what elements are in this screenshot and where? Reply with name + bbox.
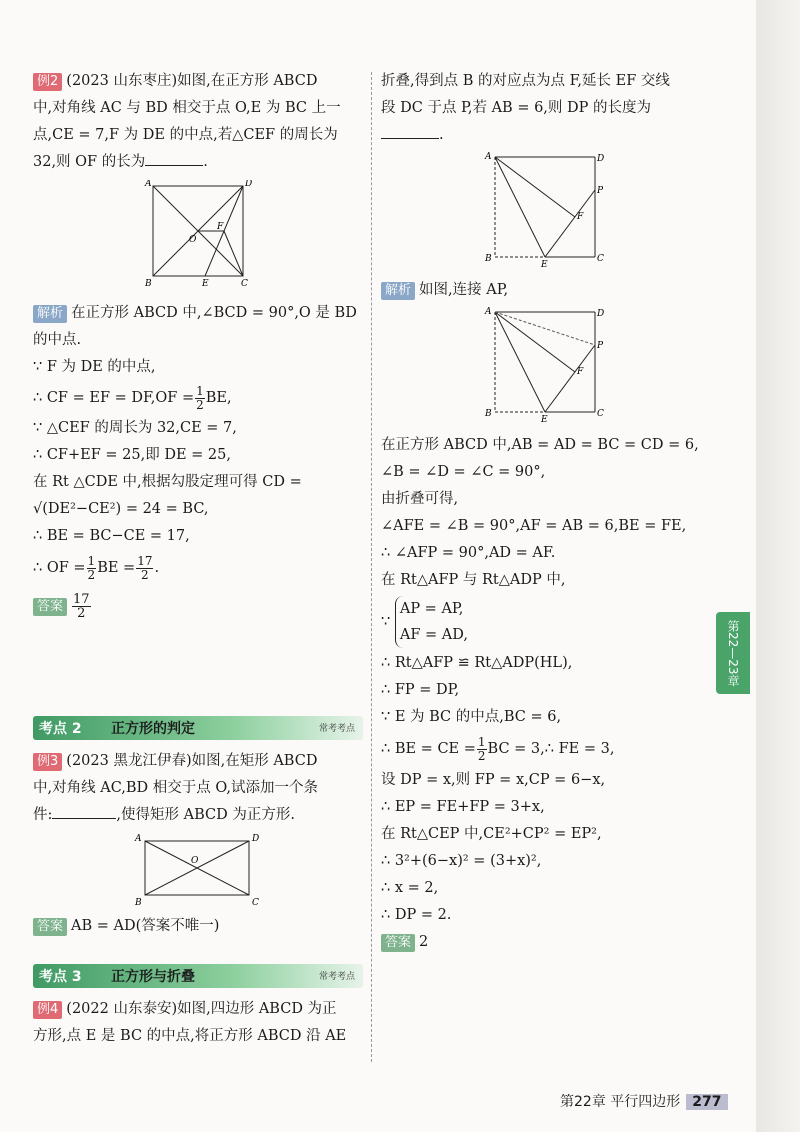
label-O: O	[189, 235, 197, 245]
example4-line-4: 段 DC 于点 P,若 AB = 6,则 DP 的长度为	[381, 100, 652, 116]
answer-blank	[381, 124, 439, 139]
example3-tag: 例3	[33, 753, 62, 771]
label-D: D	[245, 180, 253, 189]
fraction: $\frac{1}{2}$	[87, 553, 96, 582]
answer-blank	[52, 804, 116, 819]
analysis-line: ∴ CF = EF = DF,OF = $\frac{1}{2}$ BE,	[33, 383, 232, 412]
svg-text:A: A	[485, 152, 492, 162]
answer-tag: 答案	[33, 598, 67, 616]
analysis-line: ∴ x = 2,	[381, 880, 439, 896]
example4-line-5: .	[381, 122, 711, 149]
analysis-line: ∠AFE = ∠B = 90°,AF = AB = 6,BE = FE,	[381, 518, 687, 534]
example2-line-2: 中,对角线 AC 与 BD 相交于点 O,E 为 BC 上一	[33, 100, 341, 116]
svg-text:F: F	[577, 212, 584, 222]
chapter-side-tab: 第22—23章	[716, 612, 750, 694]
example4-tag: 例4	[33, 1001, 62, 1019]
example3-line-1: 例3 (2023 黑龙江伊春)如图,在矩形 ABCD	[33, 748, 363, 775]
analysis-line: √(DE²−CE²) = 24 = BC,	[33, 501, 209, 517]
svg-text:A: A	[485, 307, 492, 317]
label-E: E	[202, 279, 209, 289]
analysis-line: ∴ EP = FE+FP = 3+x,	[381, 799, 545, 815]
svg-text:B: B	[485, 409, 492, 419]
analysis-line: ∵ F 为 DE 的中点,	[33, 359, 156, 375]
page-footer	[560, 1091, 728, 1111]
label-C: C	[241, 279, 248, 289]
svg-text:D: D	[597, 309, 605, 319]
example3-answer: 答案 AB = AD(答案不唯一)	[33, 913, 363, 940]
chapter-title: 第22章 平行四边形	[560, 1094, 681, 1110]
figure-fold-square-ap	[481, 306, 611, 424]
column-divider	[371, 72, 372, 1062]
section-header-2: 考点 2 正方形的判定 常考考点	[33, 716, 363, 740]
analysis-line: 的中点.	[33, 332, 82, 348]
answer-fraction: $\frac{17}{2}$	[73, 591, 90, 621]
svg-text:C: C	[597, 409, 604, 419]
left-column	[33, 68, 363, 626]
analysis-line: ∴ 3²+(6−x)² = (3+x)²,	[381, 853, 542, 869]
label-A: A	[145, 180, 152, 189]
label-F: F	[217, 222, 224, 232]
example4-answer: 答案 2	[381, 929, 711, 956]
svg-text:E: E	[541, 260, 548, 269]
right-column	[381, 68, 711, 956]
analysis-line: ∵ E 为 BC 的中点,BC = 6,	[381, 709, 562, 725]
svg-text:D: D	[252, 834, 260, 844]
svg-text:O: O	[191, 856, 199, 866]
fraction: $\frac{17}{2}$	[137, 553, 153, 582]
svg-text:P: P	[597, 341, 604, 351]
analysis-line: 在 Rt △CDE 中,根据勾股定理可得 CD =	[33, 474, 302, 490]
analysis-line: ∴ DP = 2.	[381, 907, 452, 923]
analysis-line: 在 Rt△AFP 与 Rt△ADP 中,	[381, 572, 566, 588]
equation-system: ∵ AP = AP, AF = AD,	[381, 596, 711, 648]
figure-fold-square	[481, 151, 611, 269]
analysis-line: ∴ BE = BC−CE = 17,	[33, 528, 190, 544]
example2-line-3: 点,CE = 7,F 为 DE 的中点,若△CEF 的周长为	[33, 127, 338, 143]
svg-text:B: B	[135, 898, 142, 907]
example4-line-2: 方形,点 E 是 BC 的中点,将正方形 ABCD 沿 AE	[33, 1028, 347, 1044]
label-B: B	[145, 279, 152, 289]
analysis-line: 在 Rt△CEP 中,CE²+CP² = EP²,	[381, 826, 602, 842]
svg-text:C: C	[597, 254, 604, 264]
example4-analysis-intro: 解析 如图,连接 AP,	[381, 277, 711, 304]
svg-text:E: E	[541, 415, 548, 424]
page-number: 277	[686, 1094, 727, 1110]
analysis-line: ∴ ∠AFP = 90°,AD = AF.	[381, 545, 556, 561]
svg-text:F: F	[577, 367, 584, 377]
svg-text:B: B	[485, 254, 492, 264]
analysis-line: ∴ Rt△AFP ≌ Rt△ADP(HL),	[381, 655, 573, 671]
example2-line-1: 例2 (2023 山东枣庄)如图,在正方形 ABCD	[33, 68, 363, 95]
example2-answer	[33, 586, 363, 626]
example4-line-1: 例4 (2022 山东泰安)如图,四边形 ABCD 为正	[33, 996, 363, 1023]
figure-rectangle-abcd	[133, 833, 263, 907]
example4-line-3: 折叠,得到点 B 的对应点为点 F,延长 EF 交线	[381, 73, 670, 89]
analysis-line: ∵ △CEF 的周长为 32,CE = 7,	[33, 420, 237, 436]
analysis-tag: 解析	[33, 305, 67, 323]
answer-blank	[145, 151, 203, 166]
svg-text:A: A	[135, 834, 142, 844]
analysis-line: ∴ CF+EF = 25,即 DE = 25,	[33, 447, 231, 463]
analysis-line: 设 DP = x,则 FP = x,CP = 6−x,	[381, 772, 606, 788]
analysis-line: ∴ BE = CE = $\frac{1}{2}$ BC = 3,∴ FE = 3,	[381, 734, 615, 763]
analysis-line: ∠B = ∠D = ∠C = 90°,	[381, 464, 546, 480]
svg-text:C: C	[252, 898, 259, 907]
analysis-line: ∴ OF = $\frac{1}{2}$ BE = $\frac{17}{2}$ .	[33, 553, 160, 582]
page-edge	[756, 0, 800, 1132]
svg-text:P: P	[597, 186, 604, 196]
example2-line-4: 32,则 OF 的长为 .	[33, 149, 363, 176]
svg-text:D: D	[597, 154, 605, 164]
example2-analysis-line-1: 解析 在正方形 ABCD 中,∠BCD = 90°,O 是 BD	[33, 300, 363, 327]
example4-block-left	[33, 996, 363, 1050]
example2-tag: 例2	[33, 73, 62, 91]
figure-square-abcd-oef	[143, 180, 253, 290]
section-header-3: 考点 3 正方形与折叠 常考考点	[33, 964, 363, 988]
example3-line-3: 件: ,使得矩形 ABCD 为正方形.	[33, 802, 363, 829]
fraction: $\frac{1}{2}$	[196, 383, 204, 412]
analysis-line: 由折叠可得,	[381, 491, 459, 507]
analysis-line: 在正方形 ABCD 中,AB = AD = BC = CD = 6,	[381, 437, 699, 453]
fraction: $\frac{1}{2}$	[477, 734, 486, 763]
example3-line-2: 中,对角线 AC,BD 相交于点 O,试添加一个条	[33, 780, 319, 796]
example3-block	[33, 748, 363, 940]
analysis-line: ∴ FP = DP,	[381, 682, 460, 698]
